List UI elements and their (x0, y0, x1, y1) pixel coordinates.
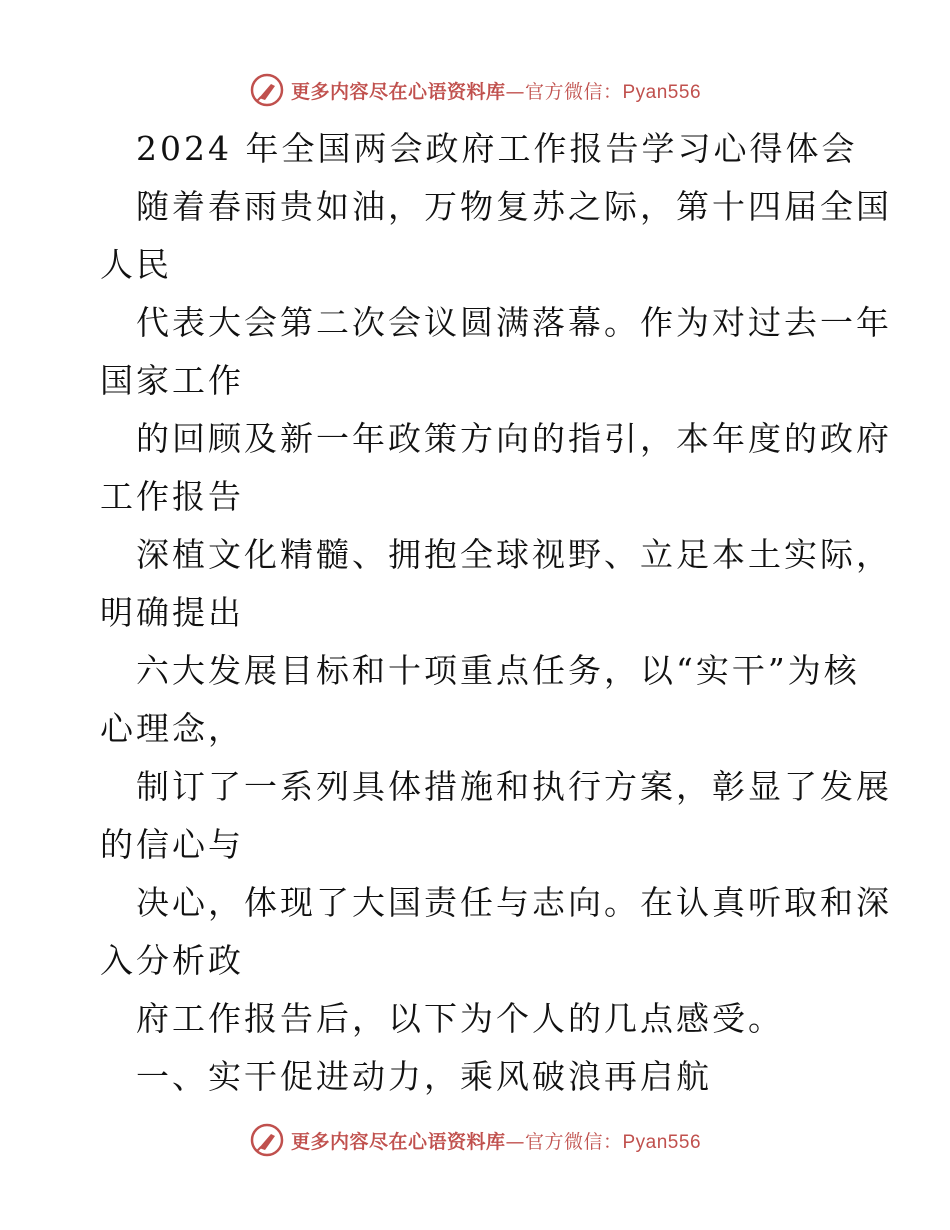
paragraph-line: 明确提出 (100, 593, 244, 632)
paragraph-line: 随着春雨贵如油，万物复苏之际，第十四届全国 (136, 187, 892, 226)
paragraph-line: 府工作报告后，以下为个人的几点感受。 (136, 999, 784, 1038)
paragraph-line: 六大发展目标和十项重点任务，以“实干”为核 (136, 651, 860, 690)
watermark-brand: 更多内容尽在心语资料库 (290, 1130, 506, 1153)
paragraph-line: 决心，体现了大国责任与志向。在认真听取和深 (136, 883, 892, 922)
watermark-dash: — (505, 80, 525, 103)
header-watermark (0, 68, 950, 112)
watermark-label: 官方微信： (524, 80, 623, 103)
watermark-dash: — (505, 1130, 525, 1153)
paragraph-line: 深植文化精髓、拥抱全球视野、立足本土实际， (136, 535, 892, 574)
footer-watermark (0, 1118, 950, 1162)
watermark-brand: 更多内容尽在心语资料库 (290, 80, 506, 103)
paragraph-line: 国家工作 (100, 361, 244, 400)
paragraph-line: 的回顾及新一年政策方向的指引，本年度的政府 (136, 419, 892, 458)
watermark-wechat-id: Pyan556 (622, 1131, 702, 1153)
paragraph-line: 心理念， (100, 709, 244, 748)
pen-nib-logo-icon (249, 1122, 285, 1158)
paragraph-line: 的信心与 (100, 825, 244, 864)
watermark-wechat-id: Pyan556 (622, 81, 702, 103)
section-heading: 一、实干促进动力，乘风破浪再启航 (136, 1057, 712, 1096)
paragraph-line: 入分析政 (100, 941, 244, 980)
watermark-text (291, 1127, 701, 1154)
paragraph-line: 工作报告 (100, 477, 244, 516)
watermark-label: 官方微信： (524, 1130, 623, 1153)
paragraph-line: 代表大会第二次会议圆满落幕。作为对过去一年 (136, 303, 892, 342)
document-title: 2024 年全国两会政府工作报告学习心得体会 (136, 129, 858, 168)
paragraph-line: 人民 (100, 245, 172, 284)
pen-nib-logo-icon (249, 72, 285, 108)
watermark-text (291, 77, 701, 104)
paragraph-line: 制订了一系列具体措施和执行方案，彰显了发展 (136, 767, 892, 806)
